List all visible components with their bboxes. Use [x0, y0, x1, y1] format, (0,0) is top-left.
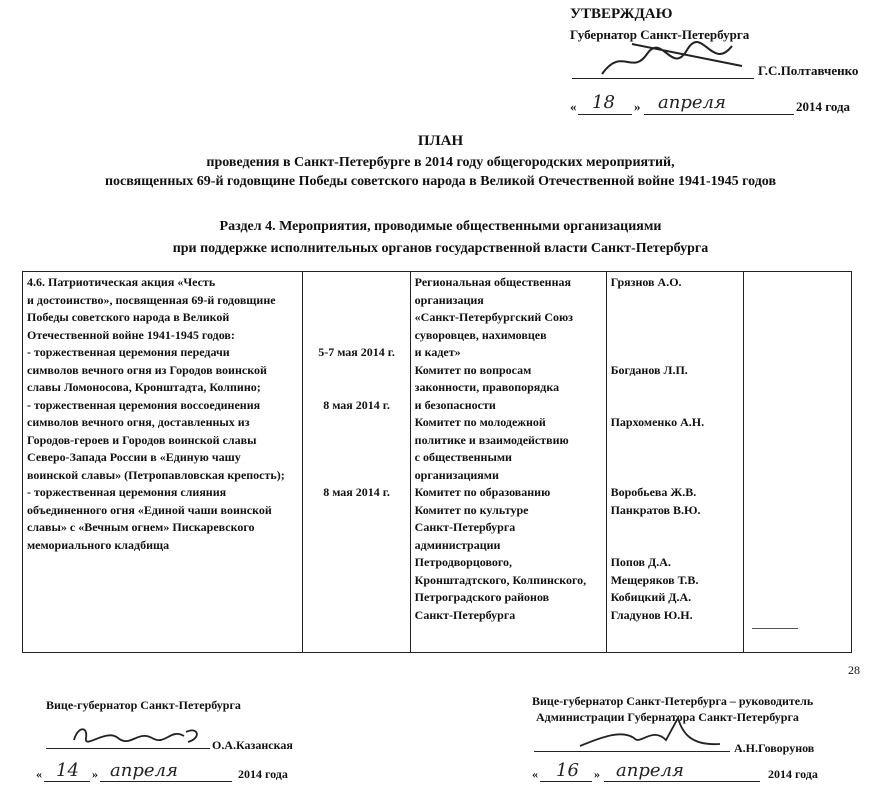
- vice-right-date: [532, 760, 832, 786]
- organizer-line: Петроградского районов: [414, 590, 550, 604]
- event-line: объединенного огня «Единой чаши воинской: [27, 502, 272, 517]
- organizer-line: Комитет по вопросам: [414, 362, 532, 377]
- responsible-person: Воробьева Ж.В.: [610, 485, 697, 499]
- event-cell: [23, 272, 303, 653]
- approval-position: Губернатор Санкт-Петербурга: [570, 27, 750, 42]
- event-line: - торжественная церемония слияния: [27, 485, 227, 499]
- event-line: - торжественная церемония передачи: [27, 345, 230, 359]
- date-open-quote: «: [570, 99, 577, 114]
- day-line: [578, 114, 632, 115]
- organizer-line: политике и взаимодействию: [414, 432, 569, 447]
- vice-left-date: [36, 760, 296, 786]
- date-open-quote: «: [532, 767, 538, 781]
- date-close-quote: »: [92, 767, 98, 781]
- approval-title: УТВЕРЖДАЮ: [570, 6, 673, 22]
- event-date: 5-7 мая 2014 г.: [318, 345, 395, 359]
- vice-left-name: О.А.Казанская: [212, 738, 293, 752]
- responsible-person: Попов Д.А.: [610, 555, 671, 569]
- organizer-line: и безопасности: [414, 397, 496, 412]
- approval-day: 18: [592, 92, 615, 113]
- responsible-person: Гладунов Ю.Н.: [610, 607, 693, 622]
- plan-title: ПЛАН: [417, 133, 464, 149]
- approval-date: [570, 92, 870, 118]
- organizer-line: Комитет по культуре: [414, 502, 529, 517]
- event-line: Северо-Запада России в «Единую чашу: [27, 450, 241, 464]
- section-title-line2: при поддержке исполнительных органов государственной власти Санкт-Петербурга: [172, 241, 709, 256]
- vice-right-signature: [574, 716, 724, 756]
- approval-year: 2014 года: [796, 99, 851, 114]
- organizer-line: администрации: [414, 537, 501, 552]
- note-cell: [743, 272, 851, 653]
- vice-right-year: 2014 года: [768, 767, 818, 781]
- vice-left-signature: [66, 722, 206, 750]
- date-close-quote: »: [634, 99, 641, 114]
- organizer-line: «Санкт-Петербургский Союз: [414, 310, 574, 324]
- vice-right-title-line1: Вице-губернатор Санкт-Петербурга – руководитель: [532, 694, 814, 708]
- event-line: символов вечного огня из Городов воинской: [27, 362, 267, 377]
- event-line: воинской славы» (Петропавловская крепость);: [27, 467, 285, 482]
- event-line: и достоинство», посвященная 69-й годовщине: [27, 292, 276, 307]
- event-line: Отечественной войне 1941-1945 годов:: [27, 327, 235, 342]
- plan-subtitle-line2: посвященных 69-й годовщине Победы советского народа в Великой Отечественной войне 1941-1945 годов: [104, 174, 777, 189]
- organizer-line: Санкт-Петербурга: [414, 607, 516, 622]
- plan-subtitle-line1: проведения в Санкт-Петербурге в 2014 году общегородских мероприятий,: [206, 155, 675, 170]
- vice-right-month: апреля: [616, 760, 684, 781]
- vice-left-day: 14: [56, 760, 79, 781]
- table-row: [23, 272, 852, 653]
- organizer-line: организация: [414, 292, 484, 307]
- responsible-person: Богданов Л.П.: [610, 362, 688, 377]
- responsible-person: Кобицкий Д.А.: [610, 590, 692, 604]
- vice-right-signature-line: [534, 751, 730, 752]
- organizer-line: и кадет»: [414, 345, 461, 359]
- event-line: славы Ломоносова, Кронштадта, Колпино;: [27, 380, 261, 394]
- governor-signature: [592, 36, 752, 84]
- vice-right-title-line2: Администрации Губернатора Санкт-Петербурга: [536, 710, 799, 724]
- note-dash: [752, 628, 798, 629]
- organizer-line: Кронштадтского, Колпинского,: [414, 572, 587, 587]
- date-open-quote: «: [36, 767, 42, 781]
- organizer-line: Петродворцового,: [414, 555, 513, 569]
- day-line: [540, 781, 592, 782]
- governor-signature-line: [572, 78, 754, 79]
- vice-left-title: Вице-губернатор Санкт-Петербурга: [46, 698, 241, 712]
- event-line: Городов-героев и Городов воинской славы: [27, 432, 257, 447]
- responsible-person: Грязнов А.О.: [610, 275, 682, 289]
- organizer-line: суворовцев, нахимовцев: [414, 327, 547, 342]
- event-line: славы» с «Вечным огнем» Пискаревского: [27, 520, 255, 534]
- vice-right-day: 16: [556, 760, 579, 781]
- vice-left-signature-line: [46, 748, 210, 749]
- organizer-line: законности, правопорядка: [414, 380, 560, 394]
- organizer-line: Региональная общественная: [414, 275, 571, 289]
- event-line: 4.6. Патриотическая акция «Честь: [27, 275, 216, 289]
- organizer-line: Комитет по молодежной: [414, 415, 546, 429]
- date-cell: [303, 272, 410, 653]
- approval-name: Г.С.Полтавченко: [758, 63, 859, 78]
- plan-table: [22, 271, 852, 653]
- organizer-line: Комитет по образованию: [414, 485, 551, 499]
- event-line: - торжественная церемония воссоединения: [27, 397, 261, 412]
- month-line: [644, 114, 794, 115]
- vice-right-name: А.Н.Говорунов: [734, 741, 815, 755]
- event-date: 8 мая 2014 г.: [323, 485, 390, 499]
- section-title-line1: Раздел 4. Мероприятия, проводимые общественными организациями: [219, 219, 662, 234]
- responsible-person: Панкратов В.Ю.: [610, 502, 701, 517]
- event-line: символов вечного огня, доставленных из: [27, 415, 250, 429]
- responsible-cell: [606, 272, 743, 653]
- organizer-line: организациями: [414, 467, 499, 482]
- vice-left-month: апреля: [110, 760, 178, 781]
- month-line: [604, 781, 760, 782]
- organizer-line: Санкт-Петербурга: [414, 520, 516, 534]
- event-line: мемориального кладбища: [27, 537, 170, 552]
- organizer-cell: [410, 272, 606, 653]
- approval-month: апреля: [658, 92, 726, 113]
- date-close-quote: »: [594, 767, 600, 781]
- month-line: [100, 781, 232, 782]
- event-date: 8 мая 2014 г.: [323, 397, 390, 412]
- vice-left-year: 2014 года: [238, 767, 288, 781]
- day-line: [44, 781, 90, 782]
- organizer-line: с общественными: [414, 450, 512, 464]
- responsible-person: Пархоменко А.Н.: [610, 415, 705, 429]
- responsible-person: Мещеряков Т.В.: [610, 572, 699, 587]
- event-line: Победы советского народа в Великой: [27, 310, 230, 324]
- page-number: 28: [848, 663, 860, 677]
